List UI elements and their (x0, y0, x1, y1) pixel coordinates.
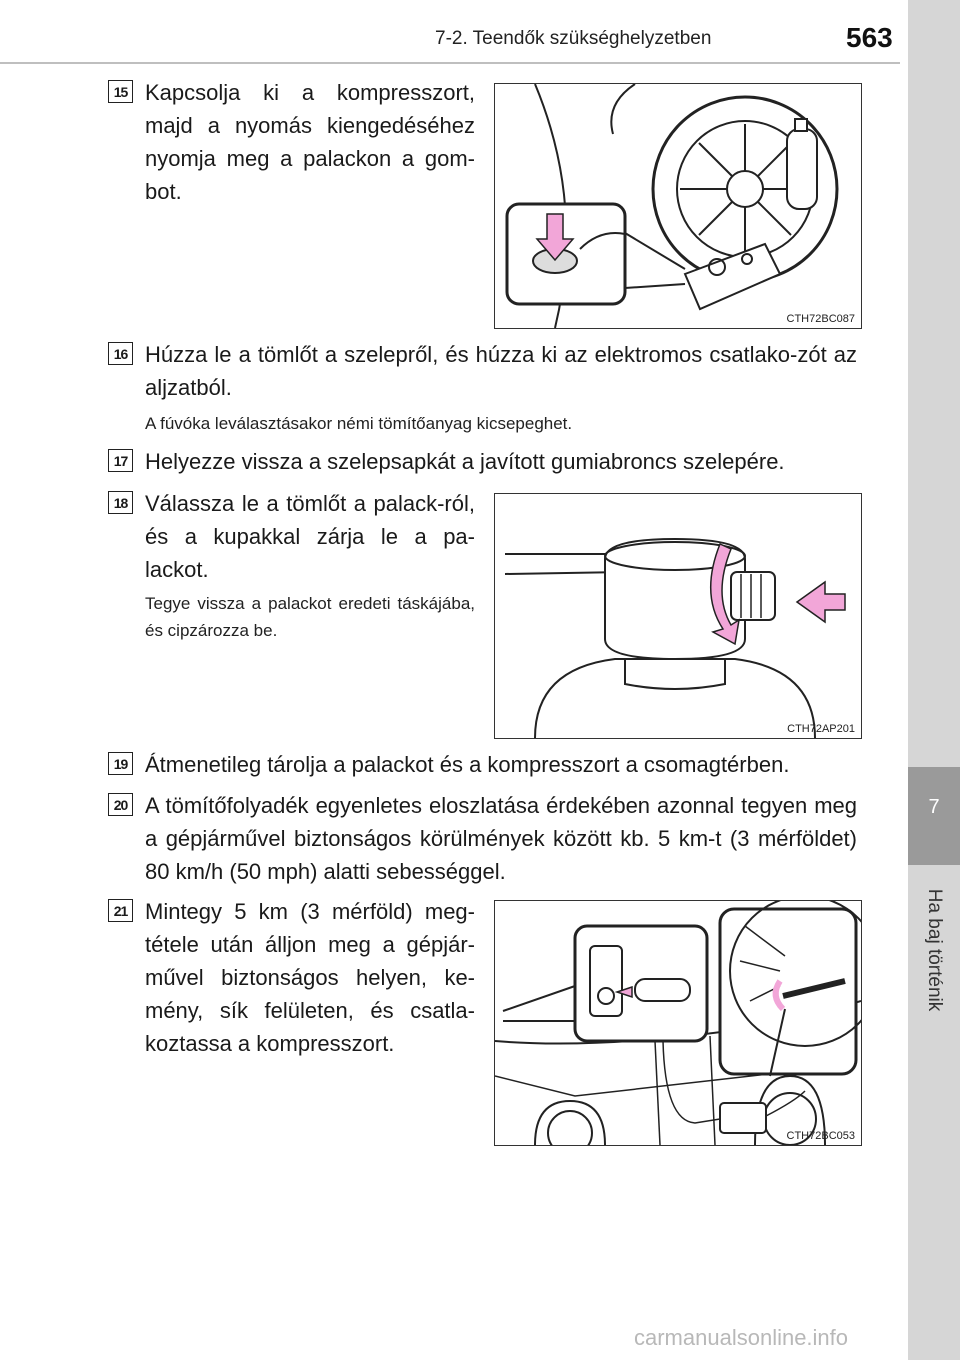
step-number-16: 16 (108, 342, 133, 365)
figure-bottle-cap (494, 493, 862, 739)
bottle-cap-illustration (495, 494, 861, 738)
figure-code-18: CTH72AP201 (787, 723, 855, 735)
step-20-text: A tömítőfolyadék egyenletes eloszlatása érdekében azonnal tegyen meg a gépjárművel biztonságos körülmények között kb. 5 km-t (3 mérföldet) 80 km/h (50 mph) alatti sebességgel. (145, 793, 857, 884)
step-21-text: Mintegy 5 km (3 mérföld) meg-tétele után álljon meg a gépjár-művel biztonságos helyen, ke-mény, sík felületen, és csatla-koztassa a kompresszort. (145, 899, 475, 1056)
header-divider (0, 62, 900, 64)
page-number: 563 (846, 22, 893, 53)
figure-car-compressor (494, 900, 862, 1146)
step-number-18: 18 (108, 491, 133, 514)
step-17-text: Helyezze vissza a szelepsapkát a javított gumiabroncs szelepére. (145, 449, 785, 474)
car-compressor-illustration (495, 901, 861, 1145)
chapter-side-tab (908, 0, 960, 1360)
step-19-text: Átmenetileg tárolja a palackot és a kompresszort a csomagtérben. (145, 752, 790, 777)
chapter-title: Ha baj történik (924, 888, 945, 1012)
figure-code-21: CTH72BC053 (786, 1130, 855, 1142)
step-number-20: 20 (108, 793, 133, 816)
step-number-19: 19 (108, 752, 133, 775)
chapter-number: 7 (928, 796, 940, 818)
compressor-illustration (495, 84, 861, 328)
step-18-note: Tegye vissza a palackot eredeti táskájába, és cipzározza be. (145, 594, 475, 640)
figure-code-15: CTH72BC087 (786, 313, 855, 325)
step-15-text: Kapcsolja ki a kompresszort, majd a nyomás kiengedéséhez nyomja meg a palackon a gom-bot. (145, 80, 475, 204)
watermark: carmanualsonline.info (634, 1325, 849, 1350)
figure-compressor-button (494, 83, 862, 329)
step-number-17: 17 (108, 449, 133, 472)
step-16-text: Húzza le a tömlőt a szelepről, és húzza ki az elektromos csatlako-zót az aljzatból. (145, 342, 857, 400)
step-18-text: Válassza le a tömlőt a palack-ról, és a kupakkal zárja le a pa-lackot. (145, 491, 475, 582)
step-number-21: 21 (108, 899, 133, 922)
step-16-note: A fúvóka leválasztásakor némi tömítőanyag kicsepeghet. (145, 414, 573, 433)
step-number-15: 15 (108, 80, 133, 103)
section-title: 7-2. Teendők szükséghelyzetben (435, 28, 712, 49)
